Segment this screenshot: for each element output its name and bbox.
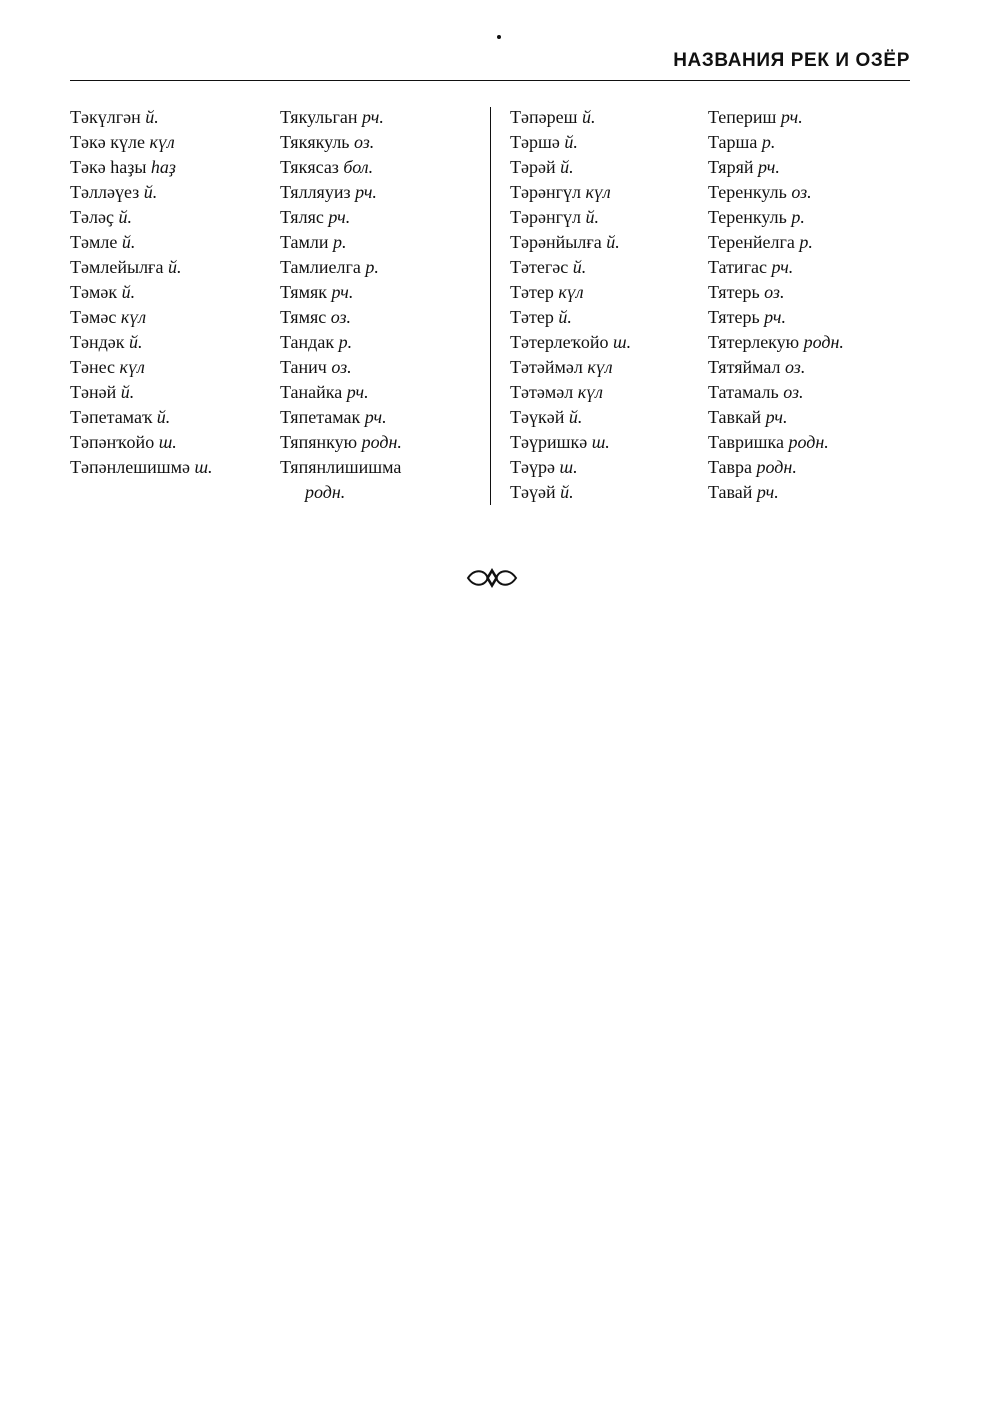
russian-abbr: рч. bbox=[328, 207, 351, 227]
russian-abbr: родн. bbox=[756, 457, 797, 477]
entry-row bbox=[70, 155, 475, 180]
bashkir-abbr: ш. bbox=[194, 457, 213, 477]
page-header-title: НАЗВАНИЯ РЕК И ОЗЁР bbox=[673, 50, 910, 71]
russian-name: Татигас рч. bbox=[708, 257, 794, 277]
bashkir-abbr: й. bbox=[145, 107, 159, 127]
russian-name: Теренйелга р. bbox=[708, 232, 813, 252]
bashkir-name: Тәндәк й. bbox=[70, 332, 143, 352]
bashkir-name: Тәнәй й. bbox=[70, 382, 135, 402]
bashkir-abbr: й. bbox=[167, 257, 182, 277]
russian-name: Тякясаз бол. bbox=[280, 157, 374, 177]
entry-row bbox=[70, 105, 475, 130]
bashkir-name: Тәршә й. bbox=[510, 132, 578, 152]
bashkir-abbr: ш. bbox=[591, 432, 610, 452]
bashkir-name: Тәпәнҡойо ш. bbox=[70, 432, 177, 452]
russian-abbr: рч. bbox=[771, 257, 794, 277]
bashkir-abbr: күл bbox=[149, 132, 175, 152]
bashkir-name: Тәрәнгүл күл bbox=[510, 182, 611, 202]
bashkir-name: Тәтер күл bbox=[510, 282, 584, 302]
russian-abbr: родн. bbox=[788, 432, 829, 452]
entry-row bbox=[70, 130, 475, 155]
bashkir-name: Тәләҫ й. bbox=[70, 207, 132, 227]
entry-row bbox=[510, 255, 910, 280]
bashkir-abbr: й. bbox=[560, 157, 574, 177]
entry-row bbox=[510, 205, 910, 230]
entry-row bbox=[510, 330, 910, 355]
bashkir-abbr: й. bbox=[558, 307, 572, 327]
russian-name: Тавай рч. bbox=[708, 482, 779, 502]
entry-row bbox=[70, 205, 475, 230]
bashkir-name: Тәтегәс й. bbox=[510, 257, 587, 277]
bashkir-abbr: һаҙ bbox=[150, 157, 176, 177]
bashkir-name: Тәүришкә ш. bbox=[510, 432, 610, 452]
entry-row bbox=[510, 480, 910, 505]
russian-name: Тяпетамак рч. bbox=[280, 407, 387, 427]
entry-row bbox=[510, 280, 910, 305]
russian-name: Тякульган рч. bbox=[280, 107, 384, 127]
bashkir-name: Тәпетамаҡ й. bbox=[70, 407, 171, 427]
russian-abbr: р. bbox=[333, 232, 347, 252]
russian-name: Тавришка родн. bbox=[708, 432, 829, 452]
russian-abbr: рч. bbox=[355, 182, 377, 202]
russian-name: Тяпянлишишма bbox=[280, 457, 402, 477]
entry-row bbox=[510, 105, 910, 130]
bashkir-name: Тәкүлгән й. bbox=[70, 107, 159, 127]
bashkir-abbr: күл bbox=[120, 307, 147, 327]
bashkir-name: Тәлләүез й. bbox=[70, 182, 158, 202]
russian-name: Тамлиелга р. bbox=[280, 257, 379, 277]
entry-row bbox=[510, 380, 910, 405]
bashkir-abbr: күл bbox=[119, 357, 145, 377]
russian-abbr: р. bbox=[791, 207, 805, 227]
russian-abbr: оз. bbox=[764, 282, 785, 302]
entry-row bbox=[510, 305, 910, 330]
russian-name: Танайка рч. bbox=[280, 382, 369, 402]
bashkir-abbr: ш. bbox=[559, 457, 578, 477]
bashkir-abbr: й. bbox=[606, 232, 620, 252]
bashkir-name: Тәмле й. bbox=[70, 232, 136, 252]
russian-abbr: рч. bbox=[764, 307, 787, 327]
russian-name: Тавкай рч. bbox=[708, 407, 788, 427]
left-entries-block bbox=[70, 105, 475, 502]
bashkir-name: Тәмлейылға й. bbox=[70, 257, 182, 277]
bashkir-abbr: й. bbox=[560, 482, 574, 502]
entry-row bbox=[510, 355, 910, 380]
bashkir-name: Тәтәймәл күл bbox=[510, 357, 613, 377]
russian-name: Тавра родн. bbox=[708, 457, 797, 477]
right-entries-block bbox=[510, 105, 910, 505]
entry-row bbox=[70, 455, 475, 502]
russian-abbr: бол. bbox=[343, 157, 374, 177]
bashkir-abbr: ш. bbox=[158, 432, 177, 452]
entry-row bbox=[510, 230, 910, 255]
entry-row bbox=[510, 130, 910, 155]
bashkir-abbr: й. bbox=[564, 132, 578, 152]
russian-name: Тяпянкую родн. bbox=[280, 432, 402, 452]
bashkir-abbr: й. bbox=[585, 207, 599, 227]
russian-abbr: рч. bbox=[361, 107, 384, 127]
russian-name: Танич оз. bbox=[280, 357, 352, 377]
bashkir-abbr: й. bbox=[118, 207, 132, 227]
bashkir-abbr: й. bbox=[143, 182, 158, 202]
russian-name: Тяряй рч. bbox=[708, 157, 780, 177]
entry-row bbox=[70, 280, 475, 305]
bashkir-name: Тәрәнйылға й. bbox=[510, 232, 620, 252]
russian-abbr: рч. bbox=[346, 382, 369, 402]
entry-row bbox=[70, 405, 475, 430]
bashkir-name: Тәрәй й. bbox=[510, 157, 574, 177]
russian-name: Тямяс оз. bbox=[280, 307, 352, 327]
bashkir-abbr: й. bbox=[120, 382, 135, 402]
entry-row bbox=[70, 355, 475, 380]
entry-row bbox=[70, 180, 475, 205]
russian-abbr: рч. bbox=[765, 407, 788, 427]
entry-row bbox=[510, 155, 910, 180]
page-dot-mark bbox=[497, 35, 501, 39]
bashkir-abbr: күл bbox=[585, 182, 611, 202]
entry-row bbox=[510, 455, 910, 480]
russian-abbr: оз. bbox=[331, 357, 352, 377]
bashkir-abbr: й. bbox=[581, 107, 596, 127]
bashkir-name: Тәнес күл bbox=[70, 357, 145, 377]
russian-abbr: рч. bbox=[758, 157, 780, 177]
russian-abbr: родн. bbox=[361, 432, 402, 452]
bashkir-abbr: й. bbox=[156, 407, 171, 427]
bashkir-name: Тәүрә ш. bbox=[510, 457, 578, 477]
bashkir-name: Тәкә күле күл bbox=[70, 132, 175, 152]
russian-abbr: оз. bbox=[783, 382, 804, 402]
russian-abbr: р. bbox=[338, 332, 353, 352]
russian-abbr: оз. bbox=[785, 357, 806, 377]
russian-name: Тякякуль оз. bbox=[280, 132, 375, 152]
entry-row bbox=[70, 330, 475, 355]
russian-name: Тамли р. bbox=[280, 232, 347, 252]
entry-row bbox=[510, 180, 910, 205]
bashkir-name: Тәтәмәл күл bbox=[510, 382, 603, 402]
russian-name: Тарша р. bbox=[708, 132, 776, 152]
bashkir-name: Тәтерлеҡойо ш. bbox=[510, 332, 632, 352]
column-divider bbox=[490, 107, 491, 505]
bashkir-name: Тәүкәй й. bbox=[510, 407, 583, 427]
bashkir-abbr: й. bbox=[121, 282, 136, 302]
russian-abbr: рч. bbox=[780, 107, 803, 127]
russian-abbr: оз. bbox=[330, 307, 352, 327]
header-rule bbox=[70, 80, 910, 81]
bashkir-abbr: й. bbox=[568, 407, 583, 427]
russian-abbr: р. bbox=[799, 232, 813, 252]
russian-abbr: оз. bbox=[354, 132, 375, 152]
decorative-fleuron-icon bbox=[466, 565, 518, 591]
russian-name: Тялляуиз рч. bbox=[280, 182, 377, 202]
russian-abbr: родн. bbox=[803, 332, 844, 352]
bashkir-abbr: й. bbox=[129, 332, 143, 352]
bashkir-name: Тәмәс күл bbox=[70, 307, 147, 327]
entry-row bbox=[510, 405, 910, 430]
russian-name: Тятяймал оз. bbox=[708, 357, 806, 377]
russian-abbr-continuation: родн. bbox=[305, 482, 346, 502]
entry-row bbox=[70, 255, 475, 280]
bashkir-abbr: күл bbox=[558, 282, 584, 302]
russian-name: Теренкуль р. bbox=[708, 207, 805, 227]
russian-name: Тятерь оз. bbox=[708, 282, 785, 302]
bashkir-abbr: й. bbox=[121, 232, 136, 252]
bashkir-abbr: й. bbox=[572, 257, 587, 277]
russian-name: Теренкуль оз. bbox=[708, 182, 812, 202]
bashkir-name: Тәмәк й. bbox=[70, 282, 136, 302]
bashkir-name: Тәкә һаҙы һаҙ bbox=[70, 157, 176, 177]
russian-name: Тятерь рч. bbox=[708, 307, 787, 327]
entry-row bbox=[510, 430, 910, 455]
entry-row bbox=[70, 430, 475, 455]
russian-abbr: рч. bbox=[331, 282, 354, 302]
bashkir-abbr: күл bbox=[577, 382, 603, 402]
entry-row bbox=[70, 380, 475, 405]
bashkir-abbr: күл bbox=[587, 357, 613, 377]
russian-name: Тепериш рч. bbox=[708, 107, 803, 127]
russian-name: Татамаль оз. bbox=[708, 382, 804, 402]
russian-abbr: р. bbox=[761, 132, 776, 152]
russian-name: Тямяк рч. bbox=[280, 282, 354, 302]
russian-name: Тандак р. bbox=[280, 332, 353, 352]
bashkir-name: Тәпәреш й. bbox=[510, 107, 596, 127]
russian-abbr: оз. bbox=[791, 182, 812, 202]
entry-row bbox=[70, 305, 475, 330]
bashkir-name: Тәпәнлешишмә ш. bbox=[70, 457, 213, 477]
russian-name: Тятерлекую родн. bbox=[708, 332, 844, 352]
bashkir-name: Тәүәй й. bbox=[510, 482, 574, 502]
entry-row bbox=[70, 230, 475, 255]
bashkir-abbr: ш. bbox=[613, 332, 632, 352]
bashkir-name: Тәтер й. bbox=[510, 307, 572, 327]
russian-abbr: рч. bbox=[364, 407, 387, 427]
bashkir-name: Тәрәнгүл й. bbox=[510, 207, 599, 227]
russian-name: Тяляс рч. bbox=[280, 207, 351, 227]
russian-abbr: р. bbox=[365, 257, 379, 277]
russian-abbr: рч. bbox=[756, 482, 779, 502]
